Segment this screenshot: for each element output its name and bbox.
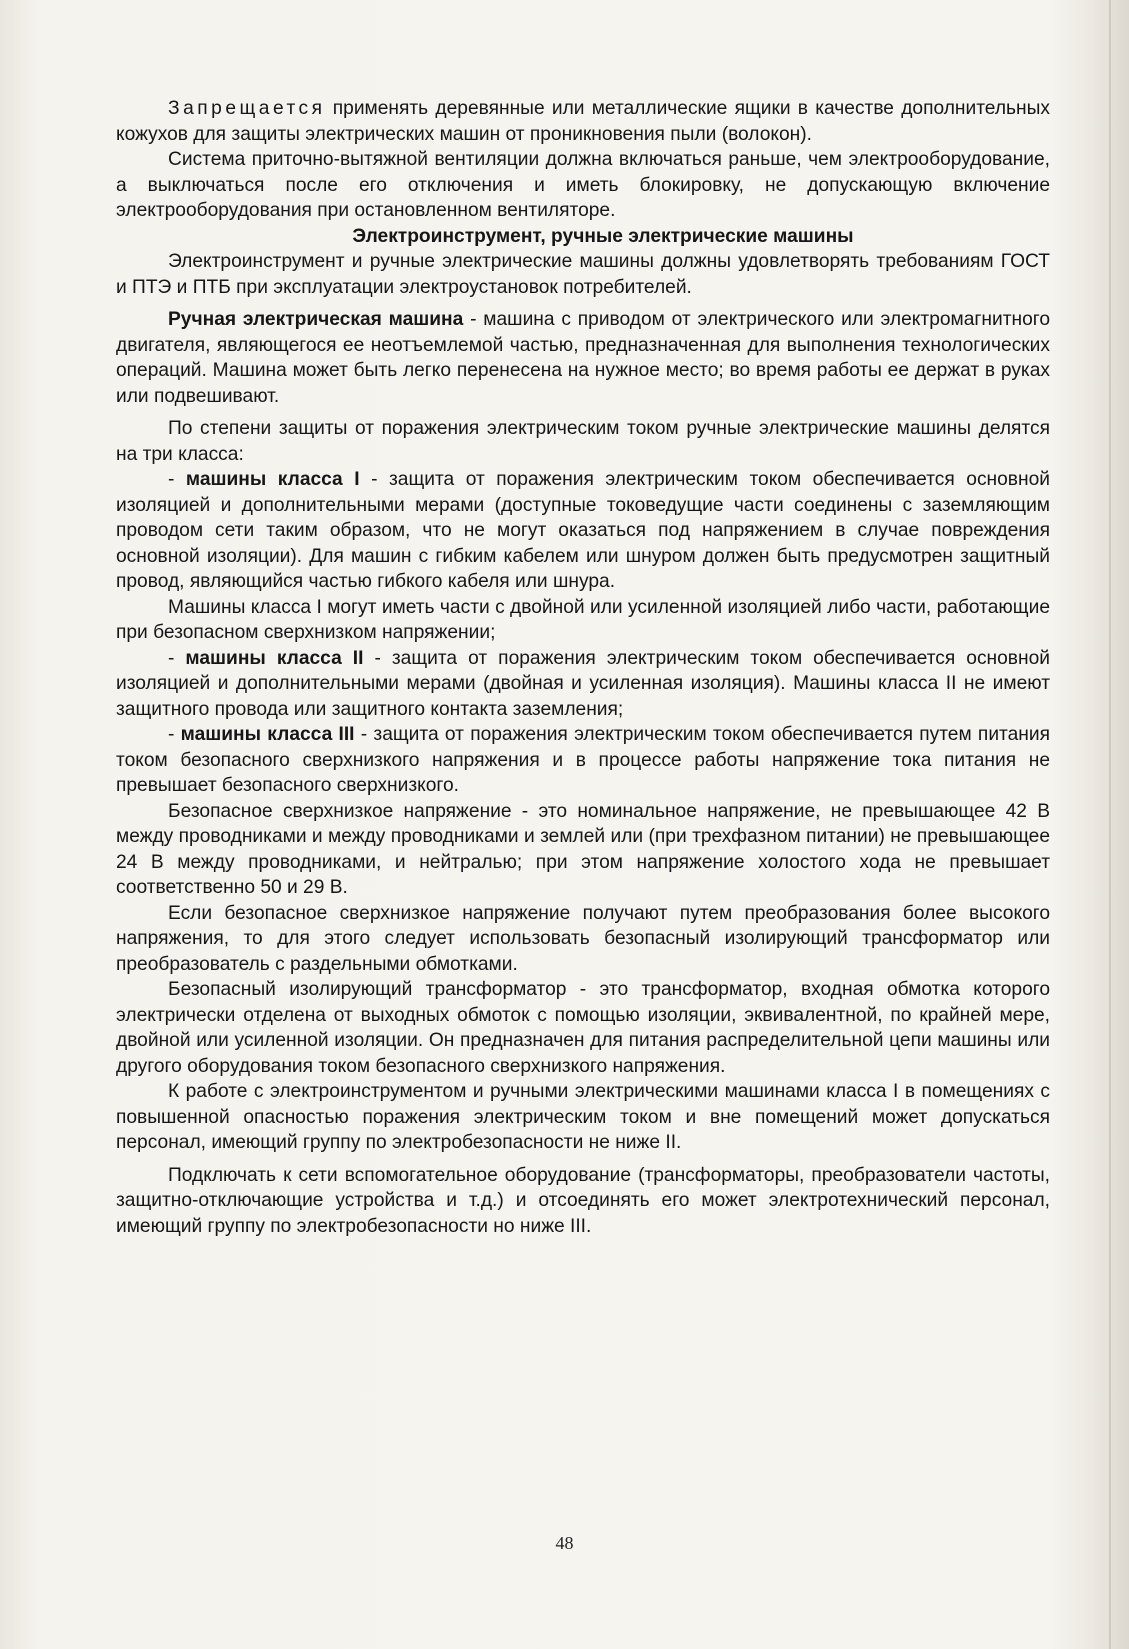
paragraph-safe-voltage: Безопасное сверхнизкое напряжение - это номинальное напряжение, не превышающее 42 В между проводниками и между проводниками и землей или (при трехфазном питании) не превышающее 24 В между проводниками, и нейтралью; при этом напряжение холостого хода не превышает соответственно 50 и 29 В.	[116, 800, 1050, 898]
document-body	[116, 96, 1050, 1239]
list-item-class-1: - машины класса I - защита от поражения электрическим током обеспечивается основной изоляцией и дополнительными мерами (доступные токоведущие части соединены с заземляющим проводом сети таким образом, что не могут оказаться под напряжением в случае повреждения основной изоляции). Для машин с гибким кабелем или шнуром должен быть предусмотрен защитный провод, являющийся частью гибкого кабеля или шнура.	[116, 469, 1050, 592]
page-edge-shadow	[1109, 0, 1111, 1649]
term-hand-machine: Ручная электрическая машина	[168, 309, 464, 330]
paragraph-conversion: Если безопасное сверхнизкое напряжение получают путем преобразования более высокого напряжения, то для этого следует использовать безопасный изолирующий трансформатор или преобразователь с раздельными обмотками.	[116, 902, 1050, 975]
paragraph-auxiliary-equipment: Подключать к сети вспомогательное оборудование (трансформаторы, преобразователи частоты, защитно-отключающие устройства и т.д.) и отсоединять его может электротехнический персонал, имеющий группу по электробезопасности но ниже III.	[116, 1164, 1050, 1237]
paragraph-definition: Ручная электрическая машина - машина с приводом от электрического или электромагнитного двигателя, являющегося ее неотъемлемой частью, предназначенная для выполнения технологических операций. Машина может быть легко перенесена на нужное место; во время работы ее держат в руках или подвешивают.	[116, 309, 1051, 407]
paragraph-class-1-note: Машины класса I могут иметь части с двойной или усиленной изоляцией либо части, работающие при безопасном сверхнизком напряжении;	[116, 596, 1050, 643]
paragraph-personnel: К работе с электроинструментом и ручными электрическими машинами класса I в помещениях с повышенной опасностью поражения электрическим током и вне помещений может допускаться персонал, имеющий группу по электробезопасности не ниже II.	[116, 1081, 1050, 1153]
paragraph-transformer: Безопасный изолирующий трансформатор - это трансформатор, входная обмотка которого электрически отделена от выходных обмоток с помощью изоляции, эквивалентной, по крайней мере, двойной или усиленной изоляции. Он предназначен для питания распределительной цепи машины или другого оборудования током безопасного сверхнизкого напряжения.	[116, 979, 1050, 1077]
paragraph-prohibition: Запрещается применять деревянные или металлические ящики в качестве дополнительных кожухов для защиты электрических машин от проникновения пыли (волокон).	[116, 98, 1050, 145]
list-item-class-2: - машины класса II - защита от поражения электрическим током обеспечивается основной изоляцией и дополнительными мерами (двойная и усиленная изоляция). Машины класса II не имеют защитного провода или защитного контакта заземления;	[116, 647, 1050, 720]
list-item-class-3: - машины класса III - защита от поражения электрическим током обеспечивается путем питания током безопасного сверхнизкого напряжения и в процессе работы напряжение тока питания не превышает безопасного сверхнизкого.	[116, 724, 1050, 796]
emphasis-prohibited: Запрещается	[168, 98, 326, 119]
paragraph-classes-intro: По степени защиты от поражения электрическим током ручные электрические машины делятся на три класса:	[116, 418, 1050, 465]
term-class-1: машины класса I	[185, 469, 360, 490]
paragraph-ventilation: Система приточно-вытяжной вентиляции должна включаться раньше, чем электрооборудование, а выключаться после его отключения и иметь блокировку, не допускающую включение электрооборудования при остановленном вентиляторе.	[116, 149, 1050, 221]
page-number: 48	[555, 1533, 574, 1553]
term-class-3: машины класса III	[180, 724, 355, 745]
paragraph-requirements: Электроинструмент и ручные электрические машины должны удовлетворять требованиям ГОСТ и ПТЭ и ПТБ при эксплуатации электроустановок потребителей.	[116, 251, 1050, 298]
section-heading: Электроинструмент, ручные электрические машины	[352, 225, 854, 247]
term-class-2: машины класса II	[185, 647, 364, 669]
